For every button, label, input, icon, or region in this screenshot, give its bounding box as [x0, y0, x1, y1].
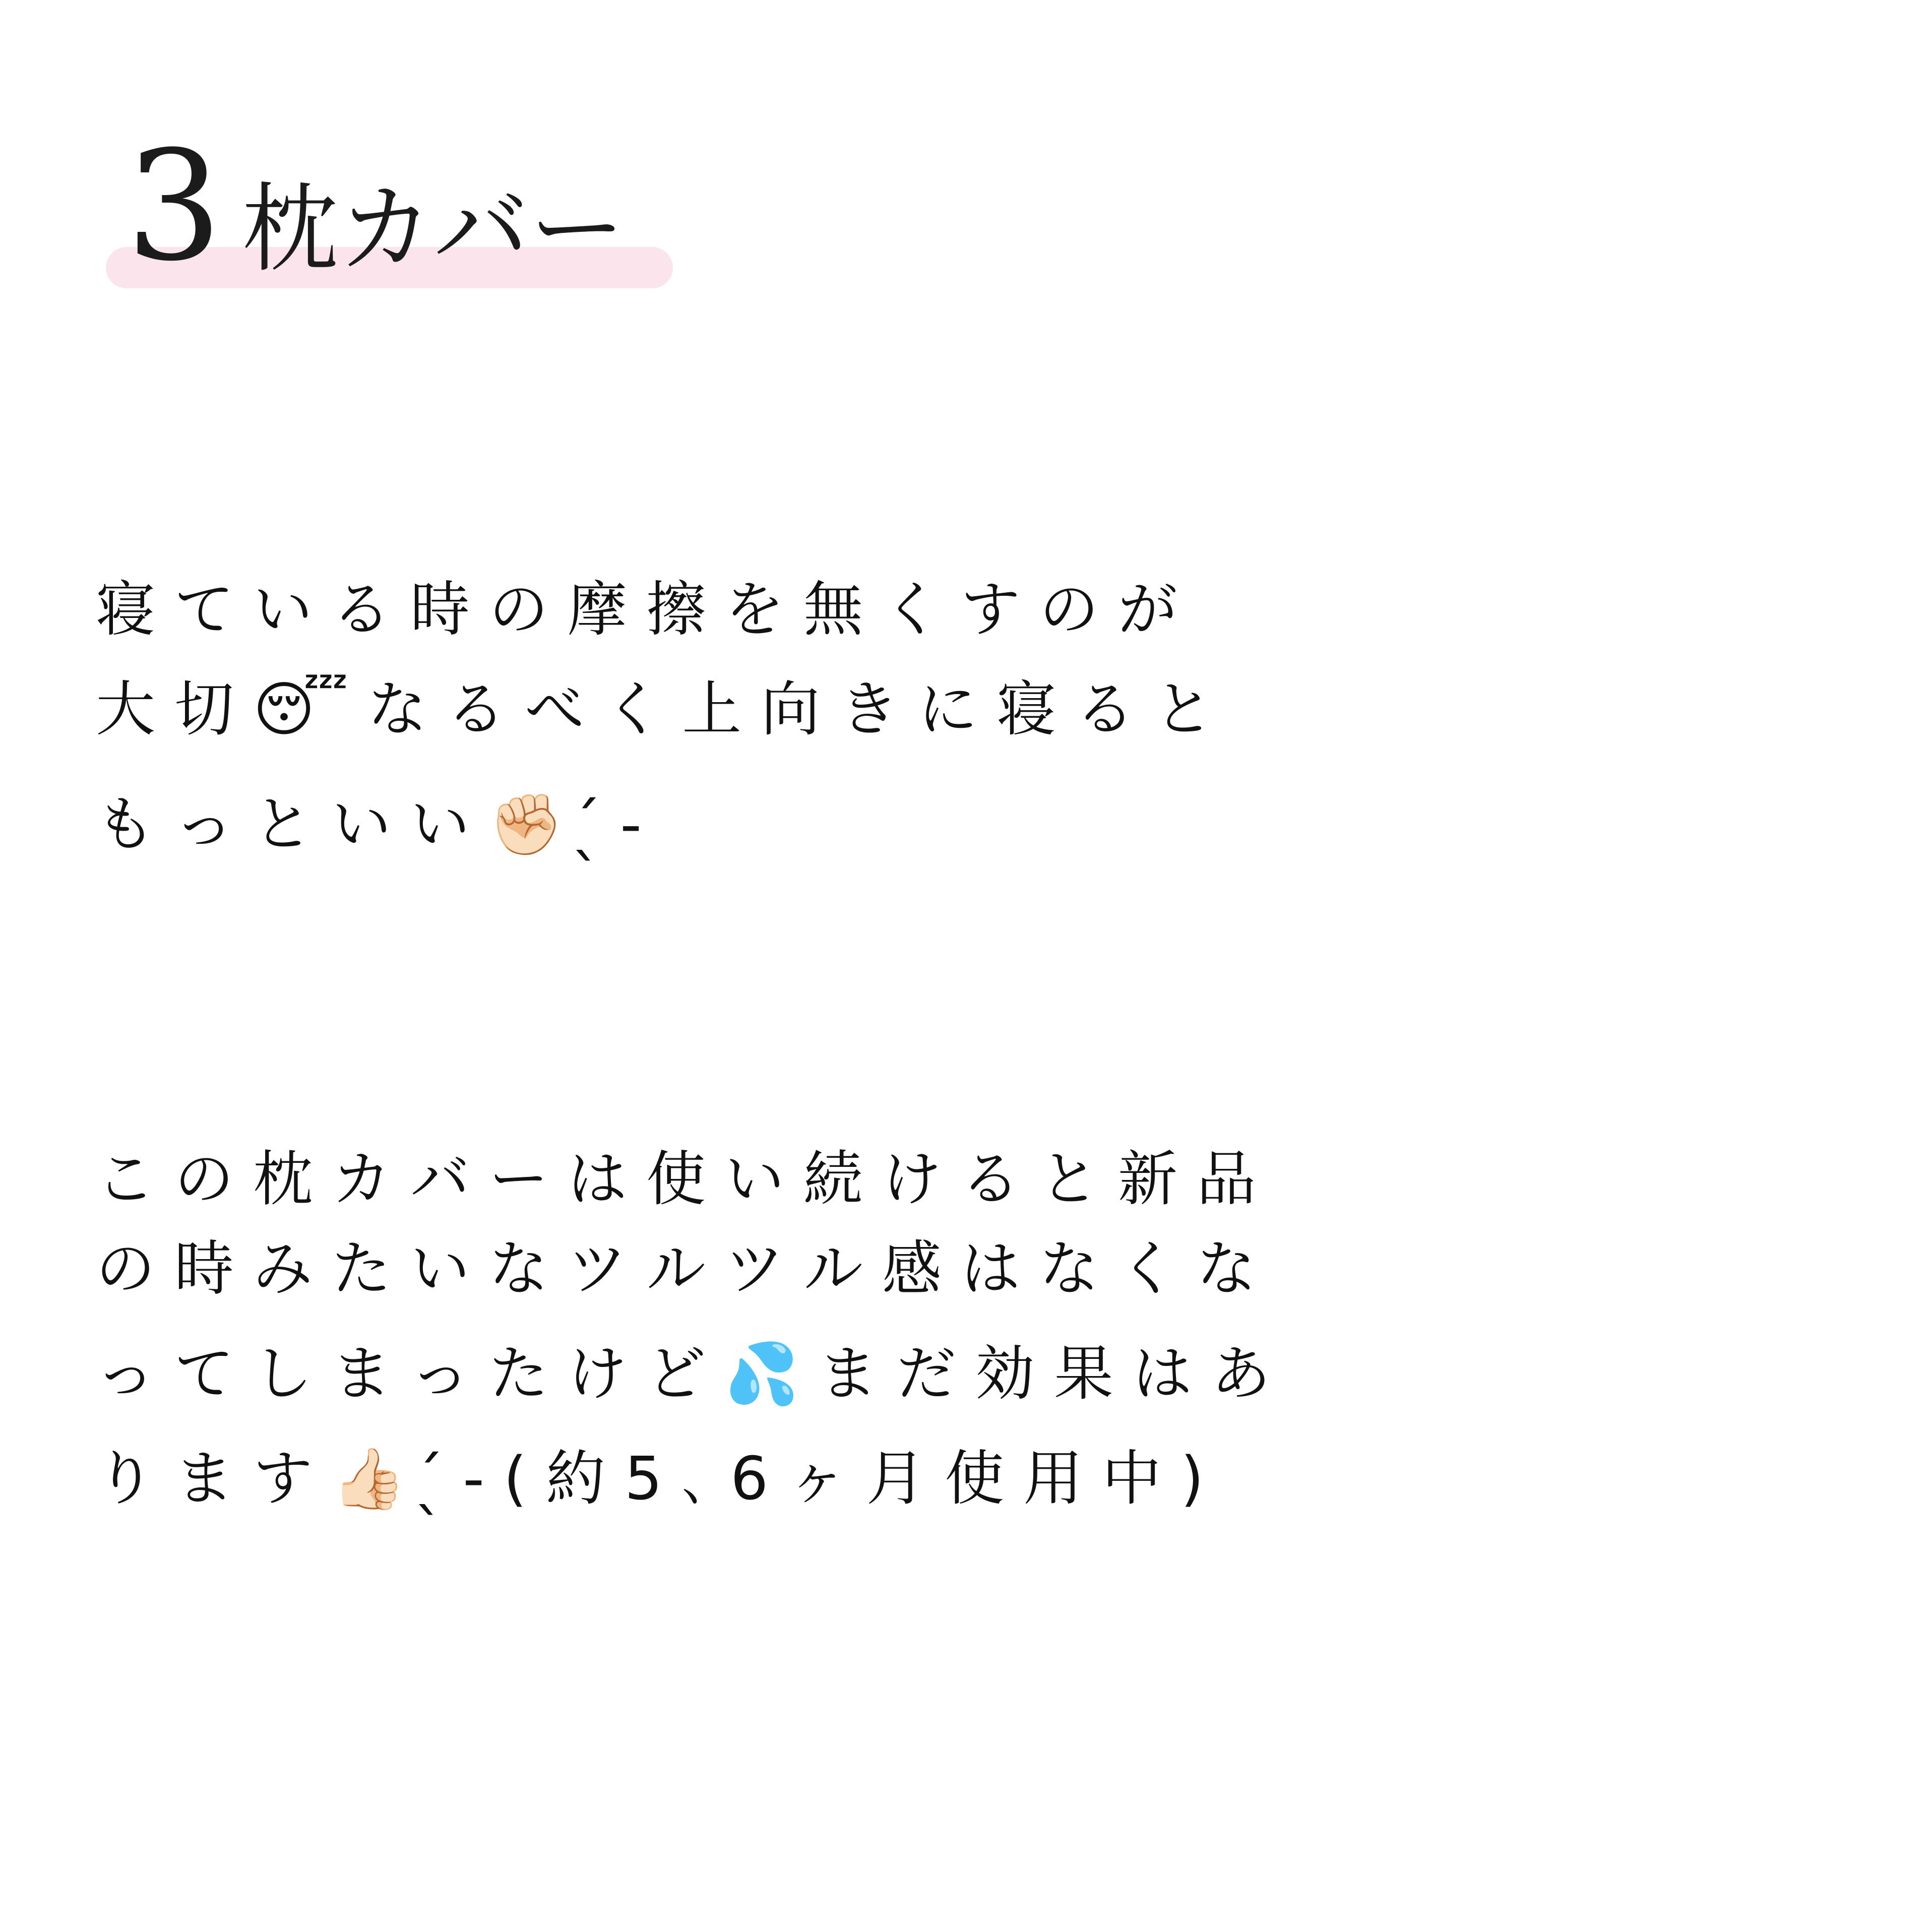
heading-title: 枕カバー — [242, 173, 626, 285]
paragraph-1-line-3: もっといい✊🏻 ̖́- — [96, 789, 661, 859]
paragraph-2-line-4: ります👍🏻 ̖́-(約5､6ヶ月使用中) — [96, 1444, 1223, 1513]
paragraph-2 — [96, 1144, 1290, 1513]
paragraph-2-line-2: の時みたいなツルツル感はなくな — [96, 1234, 1276, 1303]
section-heading — [106, 118, 691, 307]
paragraph-2-line-1: この枕カバーは使い続けると新品 — [96, 1144, 1276, 1214]
heading-number: 3 — [126, 118, 222, 294]
paragraph-2-line-3: ってしまったけど💦まだ効果はあ — [96, 1339, 1290, 1408]
paragraph-1 — [96, 575, 1233, 859]
paragraph-1-line-1: 寝ている時の摩擦を無くすのが — [96, 575, 1197, 644]
paragraph-1-line-2: 大切😴なるべく上向きに寝ると — [96, 674, 1233, 744]
